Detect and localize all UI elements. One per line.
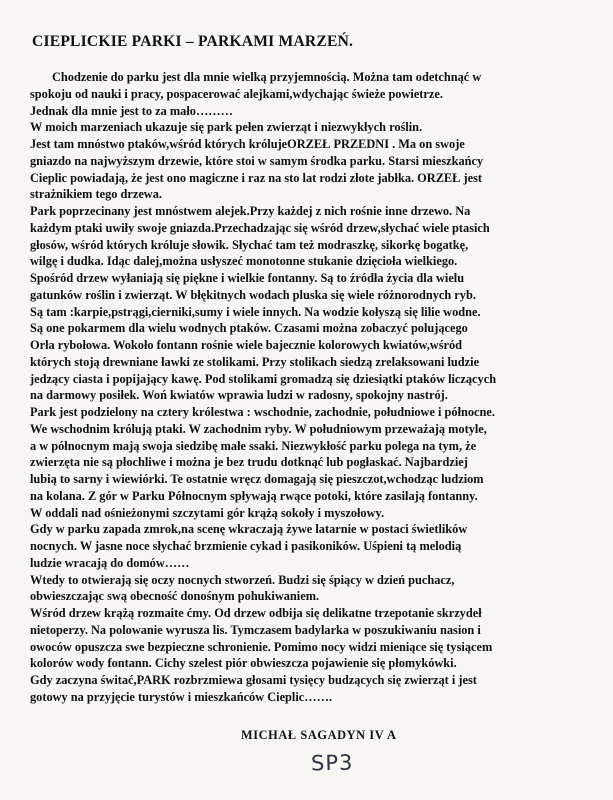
text-line: nocnych. W jasne noce słychać brzmienie cykad i pasikoników. Uśpieni tą melodią [30,539,462,553]
text-line: Park jest podzielony na cztery królestwa : wschodnie, zachodnie, południowe i północne. [30,405,495,419]
handwritten-note: SP3 [310,750,354,776]
text-line: Są tam :karpie,pstrągi,cierniki,sumy i wiele innych. Na wodzie kołyszą się lilie wodne. [30,304,481,319]
text-line: gatunków roślin i zwierząt. W błękitnych wodach pluska się wiele różnorodnych ryb. [30,287,476,302]
text-line: W oddali nad ośnieżonymi szczytami gór krążą sokoły i myszołowy. [30,505,385,520]
text-line: na darmowy posiłek. Woń kwiatów wprawia ludzi w radosny, spokojny nastrój. [30,388,448,403]
text-line: Spośród drzew wyłaniają się piękne i wielkie fontanny. Są to źródła życia dla wielu [30,271,465,285]
text-line: Cieplic powiadają, że jest ono magiczne i raz na sto lat rodzi złote jabłka. ORZEŁ jest [30,170,482,185]
text-line: nietoperzy. Na polowanie wyrusza lis. Tymczasem badylarka w poszukiwaniu nasion i [30,622,481,637]
text-line: strażnikiem tego drzewa. [30,187,162,202]
text-line: Wtedy to otwierają się oczy nocnych stworzeń. Budzi się śpiący w dzień puchacz, [30,572,455,587]
author-signature: MICHAŁ SAGADYN IV A [241,728,397,742]
text-line: zwierzęta nie są płochliwe i można je bez trudu dotknąć lub pogłaskać. Najbardziej [30,455,468,470]
text-line: obwieszczając swą obecność donośnym pohukiwaniem. [30,589,320,604]
text-line: ludzie wracają do domów…… [30,555,190,570]
text-line: a w północnym mają swoja siedzibę małe ssaki. Niezwykłość parku polega na tym, że [30,438,477,453]
text-line: Gdy zaczyna świtać,PARK rozbrzmiewa głosami tysięcy budzących się zwierząt i jest [30,673,477,687]
text-line: gniazdo na najwyższym drzewie, które stoi w samym środka parku. Starsi mieszkańcy [30,153,484,168]
text-line: Orła rybołowa. Wokoło fontann rośnie wiele bajecznie kolorowych kwiatów,wśród [30,338,463,352]
text-line: jedzący ciasta i popijający kawę. Pod stolikami gromadzą się dziesiątki ptaków liczących [30,371,497,386]
text-line: Chodzenie do parku jest dla mnie wielką przyjemnością. Można tam odetchnąć w [52,70,482,84]
text-line: W moich marzeniach ukazuje się park pełen zwierząt i niezwykłych roślin. [30,120,423,135]
text-line: kolorów wody fontann. Cichy szelest piór obwieszcza pojawienie się płomykówki. [30,656,457,671]
text-line: Jednak dla mnie jest to za mało……… [30,103,233,118]
text-line: na kolana. Z gór w Parku Północnym spływają rwące potoki, które zasilają fontanny. [30,488,478,503]
text-line: Jest tam mnóstwo ptaków,wśród których królujeORZEŁ PRZEDNI . Ma on swoje [30,137,465,151]
text-line: Gdy w parku zapada zmrok,na scenę wkraczają żywe latarnie w postaci świetlików [30,522,468,537]
text-line: głosów, wśród których króluje słowik. Słychać tam też modraszkę, sikorkę bogatkę, [30,237,469,252]
text-line: Park poprzecinany jest mnóstwem alejek.Przy każdej z nich rośnie inne drzewo. Na [30,204,471,218]
text-line: każdym ptaki uwiły swoje gniazda.Przechadzając się wśród drzew,słychać wiele ptasich [30,220,490,235]
text-line: Są one pokarmem dla wielu wodnych ptaków. Czasami można zobaczyć polującego [30,321,468,336]
text-line: owoców opuszcza swe bezpieczne schronienie. Pomimo nocy widzi mieniące się tysiącem [30,639,493,654]
text-line: wilgę i dudka. Idąc dalej,można usłyszeć monotonne stukanie dzięcioła wielkiego. [30,254,458,269]
text-line: spokoju od nauki i pracy, pospacerować alejkami,wdychając świeże powietrze. [30,86,443,101]
text-line: gotowy na przyjęcie turystów i mieszkańców Cieplic……. [30,689,333,704]
text-line: których stoją drewniane ławki ze stolikami. Przy stolikach siedzą zrelaksowani ludzie [30,354,480,369]
document-title: CIEPLICKIE PARKI – PARKAMI MARZEŃ. [32,33,354,50]
text-line: lubią to sarny i wiewiórki. Te ostatnie wręcz domagają się pieszczot,wchodząc ludziom [30,472,484,486]
text-line: We wschodnim królują ptaki. W zachodnim ryby. W południowym przeważają motyle, [30,421,487,436]
text-line: Wśród drzew krążą rozmaite ćmy. Od drzew odbija się delikatne trzepotanie skrzydeł [30,606,482,620]
essay-body [30,69,590,706]
